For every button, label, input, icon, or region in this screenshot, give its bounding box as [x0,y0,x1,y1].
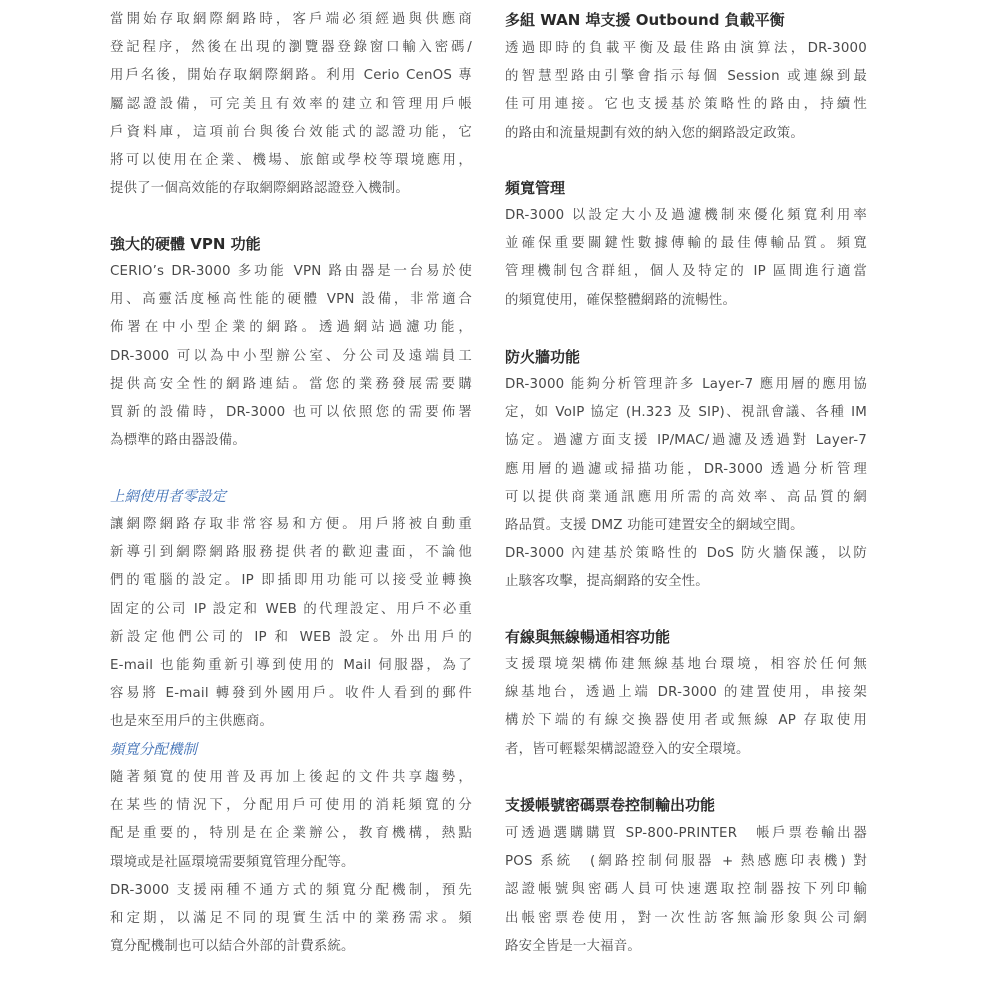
text-line: 止駭客攻擊，提高網路的安全性。 [505,574,709,590]
text-line: 佳可用連接。它也支援基於策略性的路由，持續性 [505,97,867,113]
text-line: 提供高安全性的網路連結。當您的業務發展需要購 [110,376,472,392]
text-line: 管理機制包含群組，個人及特定的 IP 區間進行適當 [505,264,867,280]
text-line: 在某些的情況下，分配用戶可使用的消耗頻寬的分 [110,798,472,814]
text-line: 新設定他們公司的 IP 和 WEB 設定。外出用戶的 [110,629,472,645]
text-line: 可以提供商業通訊應用所需的高效率、高品質的網 [505,489,867,505]
text-line: 出帳密票卷使用，對一次性訪客無論形象與公司網 [505,910,867,926]
text-line: 提供了一個高效能的存取網際網路認證登入機制。 [110,181,409,197]
paragraph [505,202,867,315]
section-body [505,651,867,764]
section-body [110,764,472,961]
text-line: 登記程序，然後在出現的瀏覽器登錄窗口輸入密碼/ [110,40,472,56]
section-body [110,258,472,455]
paragraph [505,35,867,148]
text-line: DR-3000 可以為中小型辦公室、分公司及遠端員工 [110,348,472,364]
text-line: 應用層的過濾或掃描功能，DR-3000 透過分析管理 [505,461,867,477]
text-line: 的路由和流量規劃有效的納入您的網路設定政策。 [505,125,804,141]
text-line: 支援環境架構佈建無線基地台環境，相容於任何無 [505,657,867,672]
text-line: DR-3000 能夠分析管理許多 Layer-7 應用層的應用協 [505,377,867,392]
paragraph [110,258,472,455]
text-line: 容易將 E-mail 轉發到外國用戶。收件人看到的郵件 [110,686,472,702]
text-line: 新導引到網際網路服務提供者的歡迎畫面，不論他 [110,545,472,561]
text-line: CERIO’s DR-3000 多功能 VPN 路由器是一台易於使 [110,264,472,279]
section-heading: 防火牆功能 [505,348,581,366]
text-line: 並確保重要關鍵性數據傳輸的最佳傳輸品質。頻寬 [505,236,867,252]
text-line: 認證帳號與密碼人員可快速選取控制器按下列印輸 [505,882,867,898]
paragraph [505,371,867,540]
section-body [505,371,867,597]
text-line: 定，如 VoIP 協定 (H.323 及 SIP)、視訊會議、各種 IM [505,405,867,421]
text-line: 透過即時的負載平衡及最佳路由演算法，DR-3000 [505,41,867,56]
section-body [110,511,472,737]
section-heading: 有線與無線暢通相容功能 [505,628,671,646]
text-line: 的頻寬使用，確保整體網路的流暢性。 [505,292,737,308]
section-heading: 強大的硬體 VPN 功能 [110,235,261,253]
section-subheading: 頻寬分配機制 [110,742,197,758]
text-line: 的智慧型路由引擎會指示每個 Session 或連線到最 [505,69,867,85]
paragraph [110,764,472,877]
text-line: 環境或是社區環境需要頻寬管理分配等。 [110,854,355,870]
paragraph [505,540,867,596]
text-line: E-mail 也能夠重新引導到使用的 Mail 伺服器，為了 [110,657,472,673]
section-body [110,6,472,203]
text-line: 也是來至用戶的主供應商。 [110,714,274,730]
text-line: 用戶名後，開始存取網際網路。利用 Cerio CenOS 專 [110,68,472,84]
text-line: 為標準的路由器設備。 [110,433,246,449]
paragraph [110,877,472,962]
paragraph [505,651,867,764]
text-line: 可透過選購購買 SP-800-PRINTER 帳戶票卷輸出器 [505,826,867,841]
text-line: 用、高靈活度極高性能的硬體 VPN 設備，非常適合 [110,292,472,308]
section-body [505,202,867,315]
section-heading: 多組 WAN 埠支援 Outbound 負載平衡 [505,11,785,29]
text-line: 戶資料庫，這項前台與後台效能式的認證功能，它 [110,124,472,140]
text-line: 當開始存取網際網路時，客戶端必須經過與供應商 [110,12,472,27]
text-line: 者，皆可輕鬆架構認證登入的安全環境。 [505,741,750,757]
text-line: 將可以使用在企業、機場、旅館或學校等環境應用， [110,152,472,168]
text-line: 固定的公司 IP 設定和 WEB 的代理設定、用戶不必重 [110,601,472,617]
text-line: 寬分配機制也可以結合外部的計費系統。 [110,939,355,955]
text-line: 屬認證設備，可完美且有效率的建立和管理用戶帳 [110,96,472,112]
text-line: 佈署在中小型企業的網路。透過網站過濾功能， [110,320,472,336]
section-heading: 頻寬管理 [505,179,566,197]
text-line: DR-3000 以設定大小及過濾機制來優化頻寬利用率 [505,208,867,223]
text-line: 線基地台，透過上端 DR-3000 的建置使用，串接架 [505,685,867,701]
section-body [505,820,867,961]
text-line: 構於下端的有線交換器使用者或無線 AP 存取使用 [505,713,867,729]
paragraph [110,511,472,737]
text-line: 路安全皆是一大福音。 [505,938,641,954]
section-heading: 支援帳號密碼票卷控制輸出功能 [505,796,716,814]
text-line: 路品質。支援 DMZ 功能可建置安全的網域空間。 [505,517,804,533]
text-line: POS 系統 (網路控制伺服器 + 熱感應印表機) 對 [505,854,867,870]
text-line: 和定期，以滿足不同的現實生活中的業務需求。頻 [110,910,472,926]
text-line: DR-3000 支援兩種不通方式的頻寬分配機制，預先 [110,882,472,898]
text-line: 配是重要的，特別是在企業辦公，教育機構，熱點 [110,826,472,842]
paragraph [505,820,867,961]
text-line: 們的電腦的設定。IP 即插即用功能可以接受並轉換 [110,573,472,589]
text-line: 買新的設備時，DR-3000 也可以依照您的需要佈署 [110,404,472,420]
section-body [505,35,867,148]
text-line: 讓網際網路存取非常容易和方便。用戶將被自動重 [110,517,472,532]
section-subheading: 上網使用者零設定 [110,489,226,505]
paragraph [110,6,472,203]
text-line: 隨著頻寬的使用普及再加上後起的文件共享趨勢， [110,770,472,785]
text-line: 協定。過濾方面支援 IP/MAC/過濾及透過對 Layer-7 [505,433,867,449]
text-line: DR-3000 內建基於策略性的 DoS 防火牆保護，以防 [505,546,867,562]
